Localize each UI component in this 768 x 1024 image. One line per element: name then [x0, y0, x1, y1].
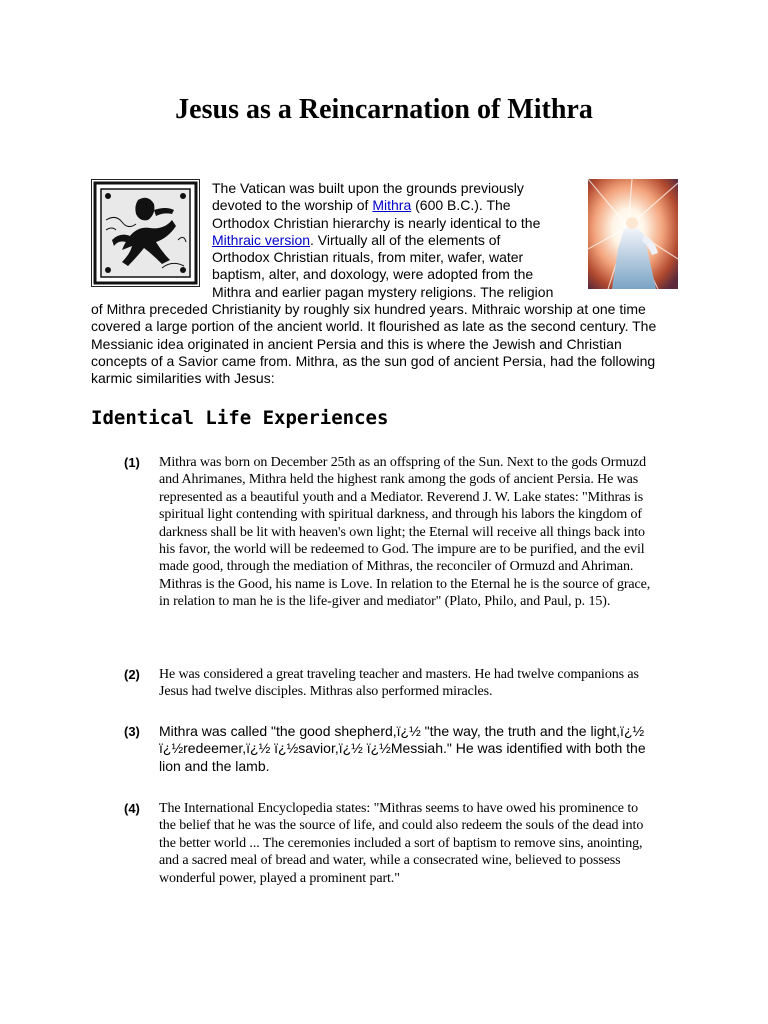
item-text: He was considered a great traveling teacher and masters. He had twelve companions as Jesus had twelve disciples. Mithras also performed miracles. [159, 667, 639, 700]
list-item-3 [124, 723, 654, 777]
intro-text-1: The Vatican was built upon the grounds previously devoted to the worship of [212, 180, 524, 214]
page-title: Jesus as a Reincarnation of Mithra [175, 94, 593, 125]
item-text: Mithra was called "the good shepherd,ï¿½ "the way, the truth and the light,ï¿½ ï¿½redeemer,ï¿½ ï¿½savior,ï¿½ ï¿½Messiah." He was identified with both the lion and the lamb. [159, 723, 646, 774]
item-text: Mithra was born on December 25th as an offspring of the Sun. Next to the gods Ormuzd and Ahrimanes, Mithra held the highest rank among the gods of ancient Persia. He was represented as a beautiful youth and a Mediator. Reverend J. W. Lake states: "Mithras is spiritual light contending with spiritual darkness, and through his labors the kingdom of darkness shall be lit with heaven's own light; the Eternal will receive all things back into his favor, the world will be redeemed to God. The impure are to be purified, and the evil made good, through the mediation of Mithras, the reconciler of Ormuzd and Ahriman. Mithras is the Good, his name is Love. In relation to the Eternal he is the source of grace, in relation to man he is the life-giver and mediator" (Plato, Philo, and Paul, p. 15). [159, 455, 651, 610]
section-heading: Identical Life Experiences [91, 407, 389, 429]
intro-text-3: . Virtually all of the elements of Orthodox Christian rituals, from miter, wafer, water baptism, alter, and doxology, were adopted from the Mithra and earlier pagan mystery religions. The religion of Mithra preceded Christianity by roughly six hundred years. Mithraic worship at one time covered a large portion of the ancient world. It flourished as late as the second century. The Messianic idea originated in ancient Persia and this is where the Jewish and Christian concepts of a Savior came from. Mithra, as the sun god of ancient Persia, had the following karmic similarities with Jesus: [91, 231, 657, 387]
list-item-2 [124, 666, 654, 702]
intro-text-2: (600 B.C.). The Orthodox Christian hierarchy is nearly identical to the [212, 197, 541, 231]
intro-paragraph [91, 180, 681, 388]
item-number: (3) [124, 724, 140, 739]
item-text: The International Encyclopedia states: "Mithras seems to have owed his prominence to the belief that he was the source of life, and could also redeem the souls of the dead into the better world ... The ceremonies included a sort of baptism to remove sins, anointing, and a sacred meal of bread and water, while a consecrated wine, believed to possess wonderful power, played a prominent part." [159, 801, 644, 886]
item-number: (1) [124, 455, 140, 470]
list-item-1 [124, 454, 654, 644]
mithra-link[interactable]: Mithra [372, 197, 412, 214]
list-item-4 [124, 800, 654, 906]
item-number: (2) [124, 667, 140, 682]
item-number: (4) [124, 801, 140, 816]
mithraic-version-link[interactable]: Mithraic version [212, 231, 311, 248]
